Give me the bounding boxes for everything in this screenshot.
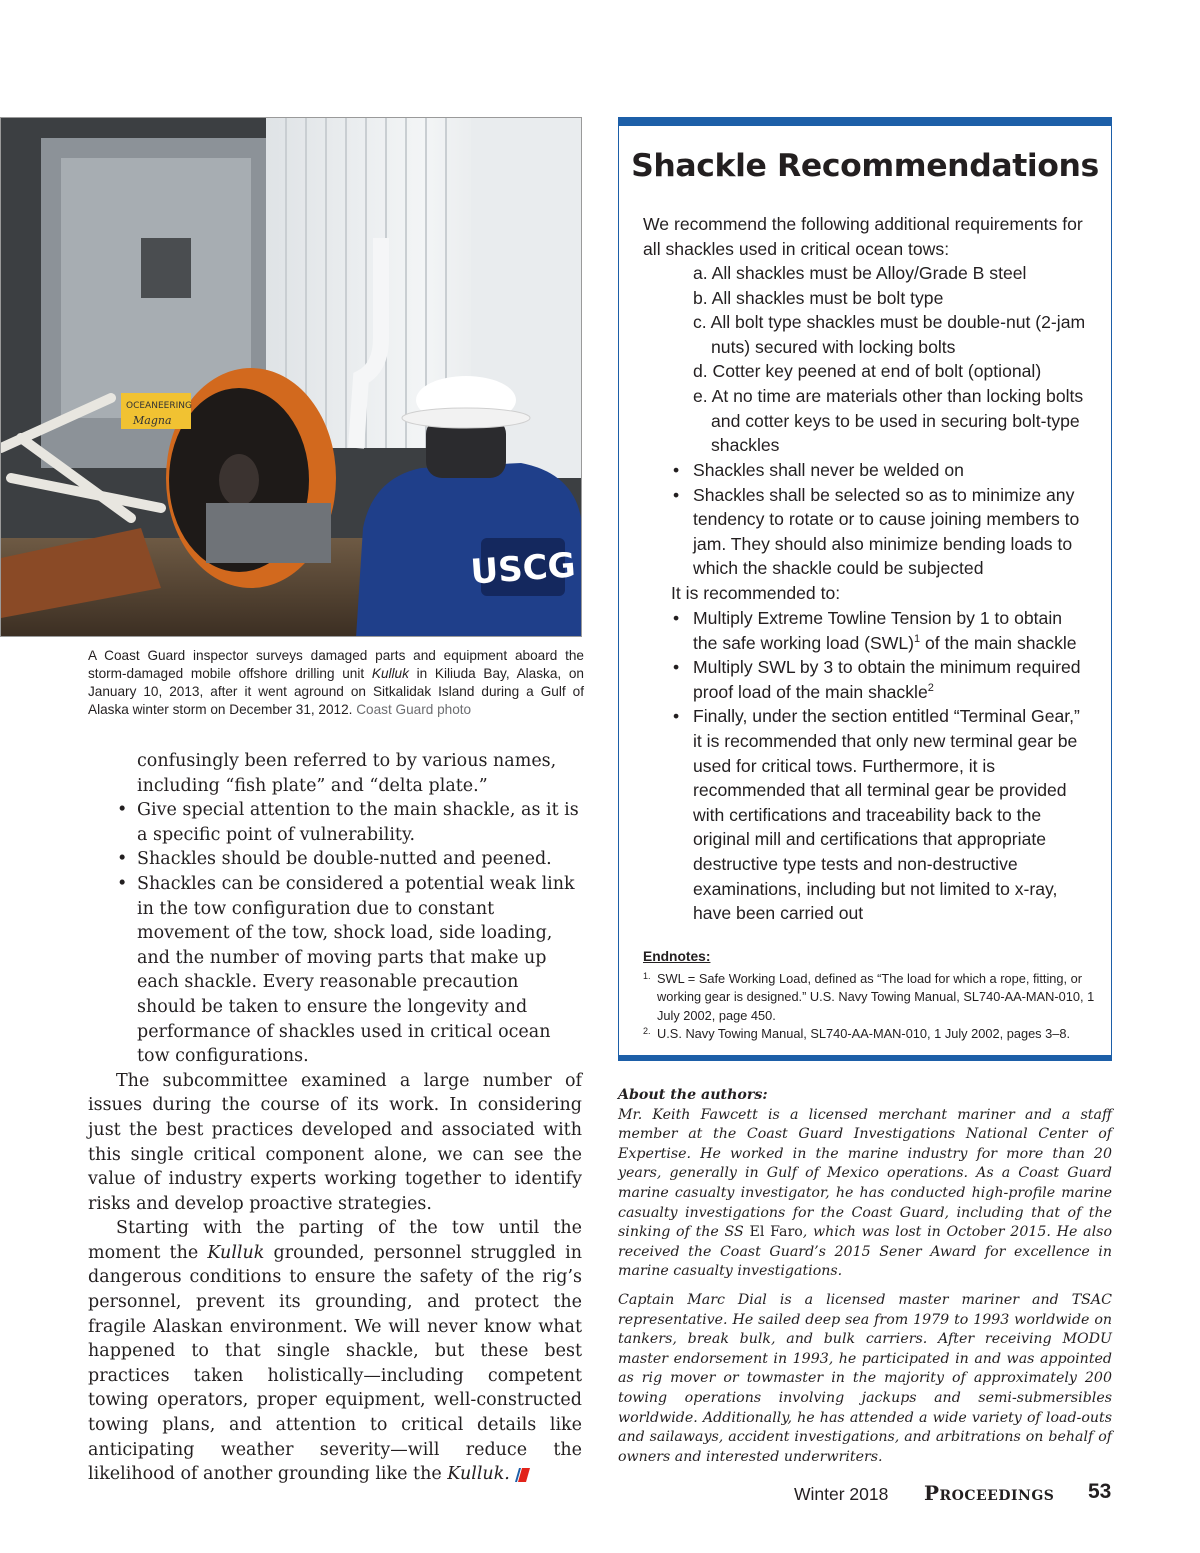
about-the-authors [618,1086,1112,1476]
photo-illustration [1,118,582,637]
requirement-item: a. All shackles must be Alloy/Grade B steel [693,263,1027,283]
footnote-ref-1: 1 [914,632,921,645]
magazine-name: Proceedings [924,1481,1055,1505]
bullet-dot: • [673,460,680,480]
bullet-text: Finally, under the section entitled “Terminal Gear,” it is recommended that only new terminal gear be used for critical tows. Furthermore, it is recommended that all terminal gear be provided with certifications and traceability back to the original mill and certifications that appropriate destructive type tests and non-destructive examinations, including but not limited to x-ray, have been carried out [693,706,1080,924]
uscg-badge-text: USCG [469,545,577,593]
photo-credit: Coast Guard photo [356,702,472,717]
author-bio-fawcett [618,1106,1112,1282]
vessel-name: Kulluk [207,1242,265,1263]
bullet-dot: • [117,800,128,821]
page-number: 53 [1088,1480,1112,1503]
endnote-text: SWL = Safe Working Load, defined as “The load for which a rope, fitting, or working gear is designed.” U.S. Navy Towing Manual, SL740-AA-MAN-010, 1 July 2002, page 450. [657,970,1095,1023]
endnote-number: 1. [643,970,651,981]
box-intro: We recommend the following additional requirements for all shackles used in critical ocean tows: [643,214,1083,259]
caption-text-1: A Coast Guard inspector surveys damaged parts and equipment aboard the storm-damaged mobile offshore drilling unit [88,648,584,681]
about-heading: About the authors: [618,1087,768,1103]
bullet-text: Multiply Extreme Towline Tension by 1 to obtain the safe working load (SWL) [693,608,1063,653]
bullet-dot: • [673,657,680,678]
shackle-recommendations-box [618,117,1112,1061]
bullet-dot: • [673,484,680,505]
endnote-item [643,970,1095,1026]
caption-vessel-name: Kulluk [371,666,409,681]
bullet-item [669,704,1089,925]
bullet-text: of the main shackle [920,632,1077,653]
box-title: Shackle Recommendations [631,148,1099,184]
requirement-item: e. At no time are materials other than locking bolts and cotter keys to be used in securing bolt-type shackles [693,385,1084,456]
lettered-requirements [693,261,1093,458]
bullet-text: Shackles can be considered a potential weak link in the tow configuration due to constant movement of the tow, shock load, side loading, and the number of moving parts that make up each shackle. Every reasonable precaution should be taken to ensure the longevity and performance of shackles used in critical ocean tow configurations. [137,873,575,1067]
bio-text: Mr. Keith Fawcett is a licensed merchant mariner and a staff member at the Coast Guard Investigations National Center of Expertise. He worked in the marine industry for more than 20 years, generally in Gulf of Mexico operations. As a Coast Guard marine casualty investigator, he has conducted high-profile marine casualty investigations for the Coast Guard, including that of the sinking of the SS [618,1106,1112,1241]
paragraph-subcommittee: The subcommittee examined a large number of issues during the course of its work. In considering just the best practices developed and associated with this single critical component alone, we can see the value of industry experts working together to identify risks and develop proactive strategies. [88,1070,582,1214]
footnote-ref-2: 2 [927,681,934,694]
bullet-item [669,606,1089,655]
requirement-item: c. All bolt type shackles must be double-nut (2-jam nuts) secured with locking bolts [693,312,1086,357]
bullet-text: Multiply SWL by 3 to obtain the minimum required proof load of the main shackle [693,657,1081,702]
reel-script-text: Magna [133,414,172,427]
continued-text: confusingly been referred to by various names, including “fish plate” and “delta plate.” [137,751,557,796]
ship-name: El Faro [749,1224,803,1241]
paragraph-text: grounded, personnel struggled in dangerous conditions to ensure the safety of the rig’s personnel, prevent its grounding, and protect the fragile Alaskan environment. We will never know what happened to that single shackle, but these best practices taken holistically—including competent towing operators, proper equipment, well-constructed towing plans, and attention to critical details like anticipating weather severity—will reduce the likelihood of another grounding like the [88,1242,582,1485]
endnotes-heading: Endnotes: [643,949,711,964]
endnotes [643,948,1095,1044]
requirement-item: b. All shackles must be bolt type [693,287,944,308]
bullet-dot: • [673,706,680,727]
photo-caption [88,647,584,719]
vessel-name: Kulluk. [447,1464,510,1485]
issue-season: Winter 2018 [794,1484,889,1504]
paragraph-text: Starting with the parting of the tow until the moment the [88,1218,582,1263]
bullet-item [669,655,1089,704]
caption-text-2: in Kiliuda Bay, Alaska, on January 10, 2013, after it went aground on Sitkalidak Island during a Gulf of Alaska winter storm on December 31, 2012. [88,666,584,717]
page-footer [0,1480,1200,1510]
bullet-dot: • [117,849,128,870]
endnote-item [643,1025,1095,1044]
requirement-item: d. Cotter key peened at end of bolt (optional) [693,361,1042,382]
endnote-text: U.S. Navy Towing Manual, SL740-AA-MAN-010, 1 July 2002, pages 3–8. [657,1026,1071,1042]
recommended-bullets [669,606,1089,926]
bullet-item [88,872,582,1069]
bullet-dot: • [117,873,128,894]
bullet-item [88,847,582,872]
paragraph-conclusion [88,1216,582,1487]
bullet-dot: • [673,608,680,628]
reel-label-text: OCEANEERING [126,401,192,411]
bullet-text: Shackles shall never be welded on [693,460,964,480]
bio-text: , which was lost in October 2015. He also received the Coast Guard’s 2015 Sener Award for excellence in marine casualty investigations. [618,1224,1112,1280]
article-left-column [88,749,582,1487]
bullet-text: Shackles should be double-nutted and peened. [137,849,552,870]
recommended-to-label: It is recommended to: [671,583,841,603]
author-bio-dial: Captain Marc Dial is a licensed master mariner and TSAC representative. He sailed deep sea from 1979 to 1993 worldwide on tankers, break bulk, and bulk carriers. After receiving MODU master endorsement in 1993, he participated in and was appointed as rig mover or towmaster in the majority of approximately 200 towing operations involving jackups and semi-submersibles worldwide. Additionally, he has attended a wide variety of load-outs and sailaways, accident investigations, and arbitrations on behalf of owners and interested underwriters. [618,1291,1112,1465]
bullet-text: Shackles shall be selected so as to minimize any tendency to rotate or to cause joining members to jam. They should also minimize bending loads to which the shackle could be subjected [693,484,1080,579]
endnote-number: 2. [643,1026,651,1037]
shackle-bullets [669,458,1089,581]
photo-coast-guard-inspector [0,117,582,637]
bullet-item [669,483,1089,581]
bullet-item [88,798,582,847]
bullet-item [669,458,1089,483]
best-practice-bullets [88,798,582,1069]
bullet-text: Give special attention to the main shackle, as it is a specific point of vulnerability. [137,800,579,845]
